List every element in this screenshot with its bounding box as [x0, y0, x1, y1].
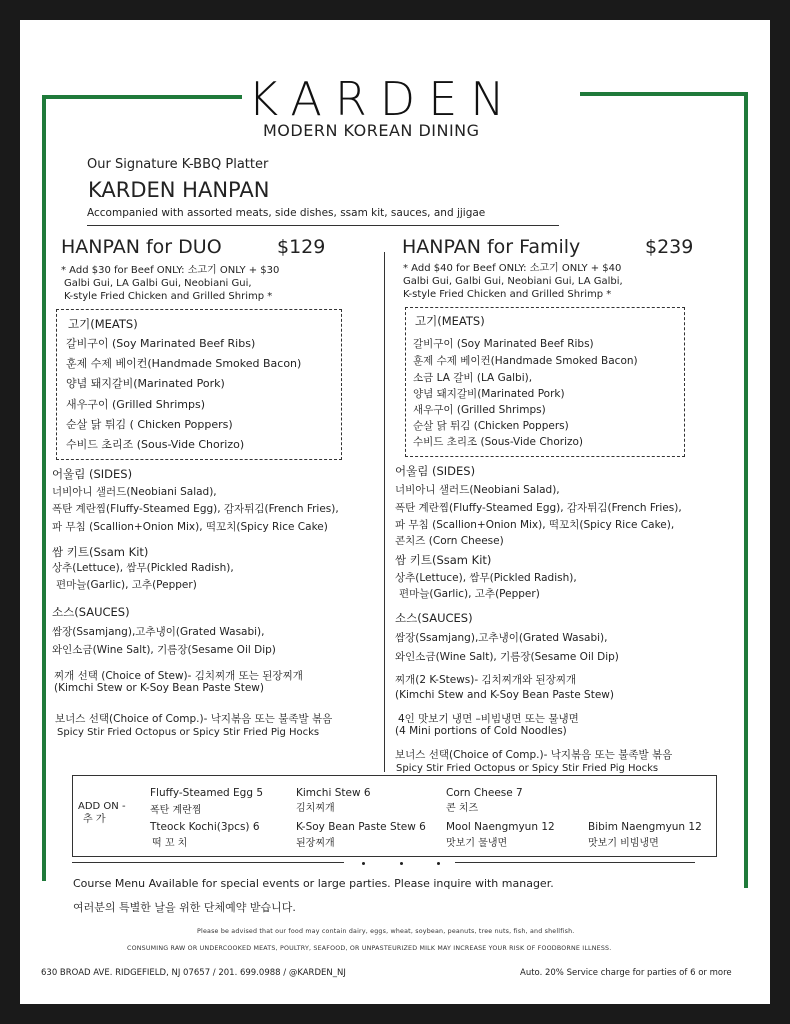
menu-page [20, 20, 770, 1004]
tagline: MODERN KOREAN DINING [263, 121, 480, 140]
addon-item-korean: 김치찌개 [296, 803, 335, 814]
duo-bonus-line-1: 보너스 선택(Choice of Comp.)- 낙지볶음 또는 불족발 볶음 [55, 713, 333, 725]
duo-price: $129 [277, 236, 326, 258]
signature-description: Accompanied with assorted meats, side dishes, ssam kit, sauces, and jjigae [87, 207, 486, 219]
family-price: $239 [645, 236, 694, 258]
duo-ssam-item: 상추(Lettuce), 쌈무(Pickled Radish), [52, 562, 234, 574]
addon-item-name: Fluffy-Steamed Egg 5 [150, 787, 264, 799]
family-noodle-line-2: (4 Mini portions of Cold Noodles) [395, 725, 567, 737]
frame-line-right [744, 92, 748, 888]
frame-line-left [42, 95, 46, 881]
column-divider [384, 252, 385, 772]
family-sauce-item: 와인소금(Wine Salt), 기름장(Sesame Oil Dip) [395, 651, 619, 663]
family-noodle-line-1: 4인 맛보기 냉면 –비빔냉면 또는 물냉면 [398, 713, 579, 725]
addon-item-name: Corn Cheese 7 [446, 787, 523, 799]
family-bonus-line-1: 보너스 선택(Choice of Comp.)- 낙지볶음 또는 불족발 볶음 [395, 749, 673, 761]
family-sides-title: 어울림 (SIDES) [395, 464, 476, 478]
addon-item-korean: 맛보기 비빔냉면 [588, 838, 659, 849]
addon-item-korean: 폭탄 계란찜 [150, 805, 202, 816]
duo-meats-title: 고기(MEATS) [68, 317, 138, 331]
signature-label: Our Signature K-BBQ Platter [87, 157, 269, 172]
duo-title: HANPAN for DUO [61, 236, 222, 258]
addon-item-korean: 떡 꼬 치 [152, 838, 188, 849]
duo-bonus-line-2: Spicy Stir Fried Octopus or Spicy Stir Fried Pig Hocks [57, 727, 320, 738]
family-meats-title: 고기(MEATS) [415, 314, 485, 328]
duo-sauce-item: 쌈장(Ssamjang),고추냉이(Grated Wasabi), [52, 626, 265, 638]
family-side-item: 파 무침 (Scallion+Onion Mix), 떡꼬치(Spicy Rice Cake), [395, 519, 675, 531]
family-meat-item: 소금 LA 갈비 (LA Galbi), [413, 372, 533, 384]
duo-beef-line-2: Galbi Gui, LA Galbi Gui, Neobiani Gui, [64, 278, 252, 289]
duo-meat-item: 수비드 초리조 (Sous-Vide Chorizo) [66, 438, 245, 451]
family-sauces-title: 소스(SAUCES) [395, 611, 473, 625]
frame-line-left-top [42, 95, 242, 99]
duo-sauce-item: 와인소금(Wine Salt), 기름장(Sesame Oil Dip) [52, 644, 276, 656]
signature-title: KARDEN HANPAN [88, 178, 270, 202]
duo-stew-line-1: 찌개 선택 (Choice of Stew)- 김치찌개 또는 된장찌개 [54, 670, 303, 682]
family-side-item: 콘치즈 (Corn Cheese) [395, 535, 504, 547]
duo-beef-line-3: K-style Fried Chicken and Grilled Shrimp * [64, 291, 273, 302]
duo-meat-item: 훈제 수제 베이컨(Handmade Smoked Bacon) [66, 357, 302, 370]
address: 630 BROAD AVE. RIDGEFIELD, NJ 07657 / 201. 699.0988 / @KARDEN_NJ [41, 968, 346, 978]
frame-line-right-top [580, 92, 748, 96]
duo-beef-line-1: * Add $30 for Beef ONLY: 소고기 ONLY + $30 [61, 265, 280, 276]
duo-meat-item: 순살 닭 튀김 ( Chicken Poppers) [66, 418, 233, 431]
duo-meat-item: 양념 돼지갈비(Marinated Pork) [66, 377, 225, 390]
duo-stew-line-2: (Kimchi Stew or K-Soy Bean Paste Stew) [54, 682, 264, 694]
duo-meat-item: 새우구이 (Grilled Shrimps) [66, 398, 206, 411]
family-ssam-item: 상추(Lettuce), 쌈무(Pickled Radish), [395, 572, 577, 584]
family-meat-item: 새우구이 (Grilled Shrimps) [413, 404, 546, 416]
family-meat-item: 갈비구이 (Soy Marinated Beef Ribs) [413, 338, 594, 350]
addon-label: ADD ON - [78, 801, 126, 812]
addon-item-name: Mool Naengmyun 12 [446, 821, 555, 833]
separator-line-right [455, 862, 695, 863]
family-beef-line-1: * Add $40 for Beef ONLY: 소고기 ONLY + $40 [403, 263, 622, 274]
family-meat-item: 순살 닭 튀김 (Chicken Poppers) [413, 420, 569, 432]
service-charge-note: Auto. 20% Service charge for parties of 6 or more [520, 968, 732, 978]
separator-dot [437, 862, 440, 865]
addon-item-korean: 콘 치즈 [446, 803, 479, 814]
family-meat-item: 수비드 초리조 (Sous-Vide Chorizo) [413, 436, 584, 448]
family-title: HANPAN for Family [402, 236, 581, 258]
family-ssam-title: 쌈 키트(Ssam Kit) [395, 553, 492, 567]
separator-dot [362, 862, 365, 865]
family-beef-line-3: K-style Fried Chicken and Grilled Shrimp * [403, 289, 612, 300]
duo-ssam-item: 편마늘(Garlic), 고추(Pepper) [56, 579, 197, 591]
duo-side-item: 너비아니 샐러드(Neobiani Salad), [52, 486, 217, 498]
separator-line-left [72, 862, 344, 863]
duo-sides-title: 어울림 (SIDES) [52, 467, 133, 481]
separator-dot [400, 862, 403, 865]
course-menu-note-korean: 여러분의 특별한 날을 위한 단체예약 받습니다. [73, 901, 296, 914]
raw-food-warning: CONSUMING RAW OR UNDERCOOKED MEATS, POULTRY, SEAFOOD, OR UNPASTEURIZED MILK MAY INCREASE YOUR RISK OF FOODBORNE ILLNESS. [127, 945, 612, 952]
duo-sauces-title: 소스(SAUCES) [52, 605, 130, 619]
addon-item-name: Tteock Kochi(3pcs) 6 [150, 821, 260, 833]
family-stew-line-1: 찌개(2 K-Stews)- 김치찌개와 된장찌개 [395, 674, 577, 686]
addon-label-korean: 추 가 [83, 814, 106, 825]
family-bonus-line-2: Spicy Stir Fried Octopus or Spicy Stir Fried Pig Hocks [396, 763, 659, 774]
addon-item-korean: 맛보기 물냉면 [446, 838, 508, 849]
family-side-item: 폭탄 계란찜(Fluffy-Steamed Egg), 감자튀김(French Fries), [395, 502, 682, 514]
duo-side-item: 폭탄 계란찜(Fluffy-Steamed Egg), 감자튀김(French Fries), [52, 503, 339, 515]
course-menu-note: Course Menu Available for special events or large parties. Please inquire with manager. [73, 877, 554, 890]
family-meat-item: 양념 돼지갈비(Marinated Pork) [413, 388, 565, 400]
addon-item-korean: 된장찌개 [296, 838, 335, 849]
family-beef-line-2: Galbi Gui, Galbi Gui, Neobiani Gui, LA Galbi, [403, 276, 623, 287]
brand-logo: KARDEN [248, 72, 518, 126]
addon-item-name: K-Soy Bean Paste Stew 6 [296, 821, 426, 833]
family-ssam-item: 편마늘(Garlic), 고추(Pepper) [399, 588, 540, 600]
duo-side-item: 파 무침 (Scallion+Onion Mix), 떡꼬치(Spicy Rice Cake) [52, 521, 328, 533]
family-meat-item: 훈제 수제 베이컨(Handmade Smoked Bacon) [413, 355, 638, 367]
duo-meat-item: 갈비구이 (Soy Marinated Beef Ribs) [66, 337, 256, 350]
signature-underline [87, 225, 559, 226]
addon-item-name: Bibim Naengmyun 12 [588, 821, 702, 833]
allergy-notice: Please be advised that our food may contain dairy, eggs, wheat, soybean, peanuts, tree nuts, fish, and shellfish. [197, 928, 575, 935]
family-sauce-item: 쌈장(Ssamjang),고추냉이(Grated Wasabi), [395, 632, 608, 644]
duo-ssam-title: 쌈 키트(Ssam Kit) [52, 545, 149, 559]
addon-item-name: Kimchi Stew 6 [296, 787, 371, 799]
family-side-item: 너비아니 샐러드(Neobiani Salad), [395, 484, 560, 496]
family-stew-line-2: (Kimchi Stew and K-Soy Bean Paste Stew) [395, 689, 614, 701]
